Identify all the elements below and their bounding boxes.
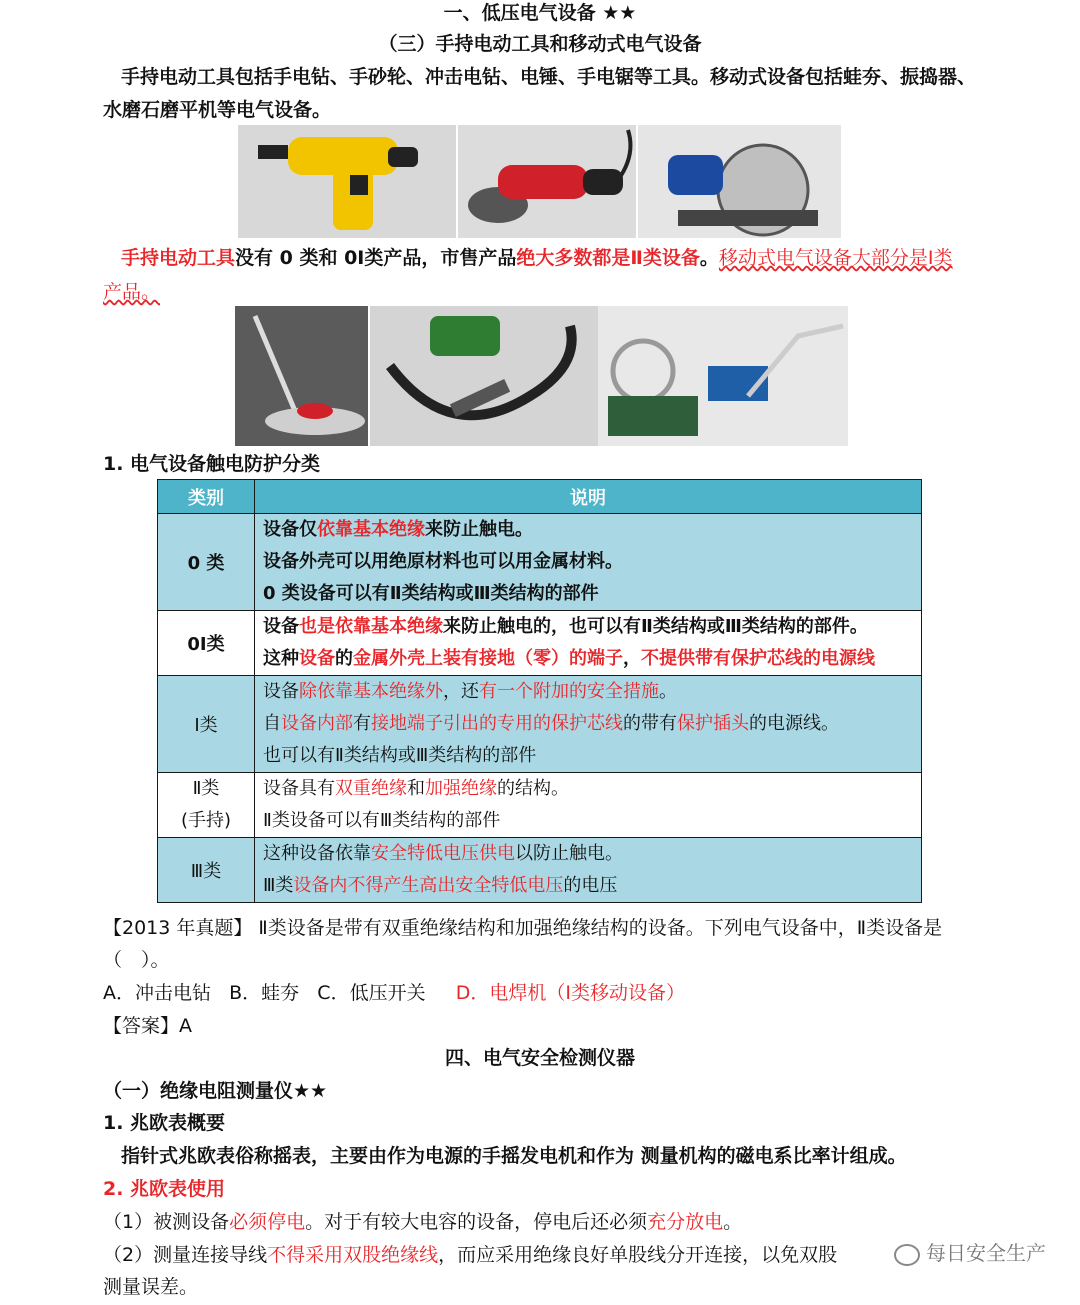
- exam-question-line-2: （ ）。: [103, 949, 170, 971]
- category-cell: 0 类: [158, 514, 255, 611]
- desc-text: 来防止触电的，也可以有Ⅱ类结构或Ⅲ类结构的部件。: [443, 616, 868, 637]
- col-header-category: 类别: [158, 480, 255, 514]
- description-cell: [255, 514, 922, 611]
- desc-text: 设备仅: [263, 519, 317, 540]
- step-text: 。: [723, 1211, 743, 1233]
- desc-text: 的电源线。: [749, 713, 839, 734]
- floor-polisher-image: [235, 306, 368, 446]
- note-text: 没有 0 类和 0Ⅰ类产品，市售产品: [235, 247, 517, 269]
- option-b: B．蛙夯: [229, 982, 300, 1004]
- description-cell: [255, 611, 922, 676]
- watermark: [894, 1237, 1046, 1266]
- circular-saw-image: [638, 125, 841, 238]
- category-cell: Ⅰ类: [158, 676, 255, 773]
- intro-line-2: 水磨石磨平机等电气设备。: [103, 99, 332, 121]
- table-row: [158, 514, 922, 611]
- category-cell: 0Ⅰ类: [158, 611, 255, 676]
- classification-heading: 1. 电气设备触电防护分类: [103, 453, 321, 475]
- option-d: D．电焊机（Ⅰ类移动设备）: [455, 982, 686, 1004]
- option-c: C．低压开关: [317, 982, 426, 1004]
- note-class-two: 绝大多数都是Ⅱ类设备: [516, 247, 700, 269]
- protection-class-table: [157, 479, 922, 903]
- desc-text: 。: [659, 681, 677, 702]
- section-subtitle: （三）手持电动工具和移动式电气设备: [378, 33, 702, 55]
- note-mobile: 移动式电气设备大部分是Ⅰ类: [718, 247, 953, 269]
- desc-text: ，: [623, 648, 641, 669]
- desc-highlight: 接地端子引出的专用的保护芯线: [371, 713, 623, 734]
- option-a: A．冲击电钻: [103, 982, 211, 1004]
- col-header-description: 说明: [255, 480, 922, 514]
- step-text: ，而应采用绝缘良好单股线分开连接，以免双股: [438, 1244, 838, 1266]
- desc-highlight: 金属外壳上装有接地（零）的端子: [353, 648, 623, 669]
- desc-text: 设备具有: [263, 778, 335, 799]
- description-cell: [255, 838, 922, 903]
- usage-step-2-cont: 测量误差。: [103, 1276, 199, 1298]
- desc-text: ，还: [443, 681, 479, 702]
- desc-highlight: 不提供带有保护芯线的电源线: [641, 648, 875, 669]
- desc-text: 自: [263, 713, 281, 734]
- table-row: [158, 773, 922, 838]
- desc-highlight: 也是依靠基本绝缘: [299, 616, 443, 637]
- desc-text: Ⅲ类: [263, 875, 294, 896]
- vibrator-image: [370, 306, 599, 446]
- terrazzo-grinder-image: [598, 306, 848, 446]
- megohmmeter-usage-heading: 2. 兆欧表使用: [103, 1178, 226, 1200]
- desc-text: 的电压: [563, 875, 618, 896]
- step-text: 。对于有较大电容的设备，停电后还必须: [305, 1211, 648, 1233]
- desc-highlight: 设备: [299, 648, 335, 669]
- description-cell: [255, 676, 922, 773]
- table-row: [158, 676, 922, 773]
- desc-text: 来防止触电。: [425, 519, 533, 540]
- step-highlight: 充分放电: [647, 1211, 724, 1233]
- step-highlight: 必须停电: [229, 1211, 306, 1233]
- step-text: （2）测量连接导线: [103, 1244, 268, 1266]
- electric-drill-image: [238, 125, 456, 238]
- desc-text: 0 类设备可以有Ⅱ类结构或Ⅲ类结构的部件: [263, 583, 599, 604]
- section-title: 一、低压电气设备 ★★: [443, 2, 637, 24]
- angle-grinder-image: [458, 125, 636, 238]
- exam-question-line-1: 【2013 年真题】 Ⅱ类设备是带有双重绝缘结构和加强绝缘结构的设备。下列电气设备中，Ⅱ类设备是: [103, 917, 943, 939]
- megohmmeter-overview-text: 指针式兆欧表俗称摇表，主要由作为电源的手摇发电机和作为 测量机构的磁电系比率计组成。: [121, 1145, 907, 1167]
- desc-text: 的带有: [623, 713, 677, 734]
- category-note: (手持): [180, 810, 232, 831]
- note-handheld: 手持电动工具: [121, 247, 236, 269]
- desc-text: 也可以有Ⅱ类结构或Ⅲ类结构的部件: [263, 745, 537, 766]
- exam-options: [103, 977, 685, 1009]
- category-cell: Ⅲ类: [158, 838, 255, 903]
- instruments-heading: 四、电气安全检测仪器: [444, 1047, 635, 1069]
- desc-highlight: 加强绝缘: [425, 778, 497, 799]
- desc-text: 的: [335, 648, 353, 669]
- note-line-2: 产品。: [103, 281, 161, 303]
- desc-highlight: 有一个附加的安全措施: [479, 681, 659, 702]
- desc-highlight: 除依靠基本绝缘外: [299, 681, 443, 702]
- desc-highlight: 保护插头: [677, 713, 749, 734]
- category-cell: [158, 773, 255, 838]
- megohmmeter-overview-heading: 1. 兆欧表概要: [103, 1112, 226, 1134]
- desc-highlight: 设备内部: [281, 713, 353, 734]
- category-label: Ⅱ类: [192, 778, 220, 799]
- desc-text: 有: [353, 713, 371, 734]
- usage-step-1: [103, 1206, 742, 1238]
- desc-text: 和: [407, 778, 425, 799]
- wechat-icon: [894, 1244, 920, 1266]
- table-row: [158, 611, 922, 676]
- desc-text: 设备: [263, 616, 299, 637]
- note-line-1: [121, 242, 953, 274]
- step-text: （1）被测设备: [103, 1211, 230, 1233]
- desc-text: 这种设备依靠: [263, 843, 371, 864]
- insulation-tester-heading: （一）绝缘电阻测量仪★★: [103, 1080, 328, 1102]
- watermark-text: 每日安全生产: [926, 1241, 1046, 1265]
- desc-text: 的结构。: [497, 778, 569, 799]
- desc-highlight: 安全特低电压供电: [371, 843, 515, 864]
- desc-text: 设备外壳可以用绝原材料也可以用金属材料。: [263, 551, 623, 572]
- desc-highlight: 设备内不得产生高出安全特低电压: [293, 875, 564, 896]
- intro-line-1: 手持电动工具包括手电钻、手砂轮、冲击电钻、电锤、手电锯等工具。移动式设备包括蛙夯、振捣器、: [121, 66, 977, 88]
- desc-highlight: 双重绝缘: [335, 778, 407, 799]
- desc-text: 这种: [263, 648, 299, 669]
- desc-text: 以防止触电。: [515, 843, 623, 864]
- table-row: [158, 838, 922, 903]
- description-cell: [255, 773, 922, 838]
- desc-highlight: 依靠基本绝缘: [317, 519, 425, 540]
- step-highlight: 不得采用双股绝缘线: [267, 1244, 439, 1266]
- desc-text: 设备: [263, 681, 299, 702]
- desc-text: Ⅱ类设备可以有Ⅲ类结构的部件: [263, 810, 501, 831]
- exam-answer: 【答案】A: [103, 1015, 192, 1037]
- note-period: 。: [699, 247, 719, 269]
- usage-step-2: [103, 1239, 837, 1271]
